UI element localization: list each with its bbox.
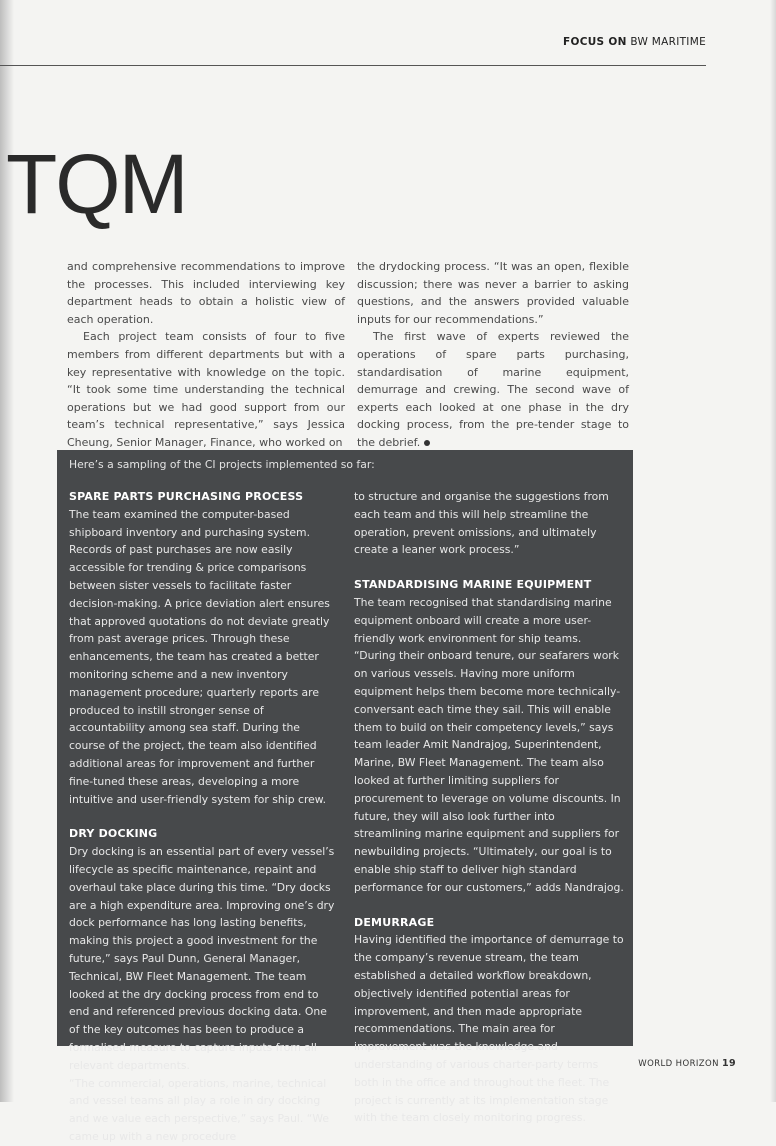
- sidebar-column-right: [354, 488, 624, 1127]
- header-rule: [0, 65, 706, 66]
- body-paragraph: the drydocking process. “It was an open, flexible discussion; there was never a barrier to asking questions, and the answers provided valuable inputs for our recommendations.”: [357, 260, 629, 326]
- section-text-dry-docking-quote: “The commercial, operations, marine, technical and vessel teams all play a role in dry docking and we value each perspective,” says Paul. “We came up with a new procedure: [69, 1076, 330, 1143]
- section-gap: [69, 808, 339, 825]
- section-heading-standardising: STANDARDISING MARINE EQUIPMENT: [354, 578, 592, 592]
- header-focus-label: FOCUS ON: [563, 36, 627, 48]
- body-paragraph: [357, 328, 629, 451]
- section-gap: [354, 897, 624, 914]
- page-footer: [638, 1058, 736, 1069]
- body-column-right: [357, 258, 629, 452]
- body-paragraph: Each project team consists of four to five members from different departments but with a key representative with knowledge on the topic. “It took some time understanding the technical operations but we had good support from our team’s technical representative,” says Jessica Cheung, Senior Manager, Finance, who worked on: [67, 330, 345, 449]
- page-number: 19: [721, 1058, 736, 1069]
- end-mark-icon: [424, 440, 430, 446]
- footer-publication: WORLD HORIZON: [638, 1059, 719, 1069]
- sidebar-column-left: [69, 488, 339, 1146]
- section-heading-spare-parts: SPARE PARTS PURCHASING PROCESS: [69, 490, 304, 503]
- section-text-demurrage: Having identified the importance of demurrage to the company’s revenue stream, the team established a detailed workflow breakdown, objectively identified potential areas for improvement, and then made appropriate recommendations. The main area for improvement was the knowledge and understanding of various charter-party terms both in the office and throughout the fleet. The project is currently at its implementation stage with the team closely monitoring progress.: [354, 933, 624, 1125]
- section-text-dry-docking: Dry docking is an essential part of every vessel’s lifecycle as specific maintenance, repaint and overhaul take place during this time. “Dry docks are a high expenditure area. Improving one’s dry dock performance has long lasting benefits, making this project a good investment for the future,” says Paul Dunn, General Manager, Technical, BW Fleet Management. The team looked at the dry docking process from end to end and referenced previous docking data. One of the key outcomes has been to produce a formalised measure to capture inputs from all relevant departments.: [69, 845, 335, 1072]
- section-text-spare-parts: The team examined the computer-based shipboard inventory and purchasing system. Records of past purchases are now easily accessible for trending & price comparisons between sister vessels to facilitate faster decision-making. A price deviation alert ensures that approved quotations do not deviate greatly from past average prices. Through these enhancements, the team has created a better monitoring scheme and a new inventory management procedure; quarterly reports are produced to instill stronger sense of accountability among sea staff. During the course of the project, the team also identified additional areas for improvement and further fine-tuned these areas, developing a more intuitive and user-friendly system for ship crew.: [69, 507, 330, 806]
- body-paragraph: and comprehensive recommendations to improve the processes. This included interviewing key department heads to obtain a holistic view of each operation.: [67, 260, 345, 326]
- page-edge-shadow: [770, 0, 776, 1102]
- page-title: TQM: [6, 137, 187, 231]
- body-column-left: [67, 258, 345, 452]
- ci-projects-sidebar: [57, 450, 633, 1143]
- section-heading-dry-docking: DRY DOCKING: [69, 827, 158, 841]
- section-gap: [354, 559, 624, 576]
- section-heading-demurrage: DEMURRAGE: [354, 915, 435, 929]
- section-text-dry-docking-cont: to structure and organise the suggestions from each team and this will help streamline the operation, prevent omissions, and ultimately create a leaner work process.”: [354, 490, 609, 557]
- running-header: [563, 36, 706, 48]
- section-text-standardising: The team recognised that standardising marine equipment onboard will create a more user-friendly work environment for ship teams. “During their onboard tenure, our seafarers work on various vessels. Having more uniform equipment helps them become more technically-conversant each time they sail. This will enable them to build on their competency levels,” says team leader Amit Nandrajog, Superintendent, Marine, BW Fleet Management. The team also looked at further limiting suppliers for procurement to leverage on volume discounts. In future, they will also look further into streamlining marine equipment and suppliers for newbuilding projects. “Ultimately, our goal is to enable ship staff to deliver high standard performance for our customers,” adds Nandrajog.: [354, 595, 624, 894]
- body-paragraph-text: The first wave of experts reviewed the operations of spare parts purchasing, standardisation of marine equipment, demurrage and crewing. The second wave of experts each looked at one phase in the dry docking process, from the pre-tender stage to the debrief.: [357, 330, 629, 449]
- sidebar-intro: Here’s a sampling of the CI projects implemented so far:: [69, 458, 375, 471]
- header-section: BW MARITIME: [630, 36, 706, 48]
